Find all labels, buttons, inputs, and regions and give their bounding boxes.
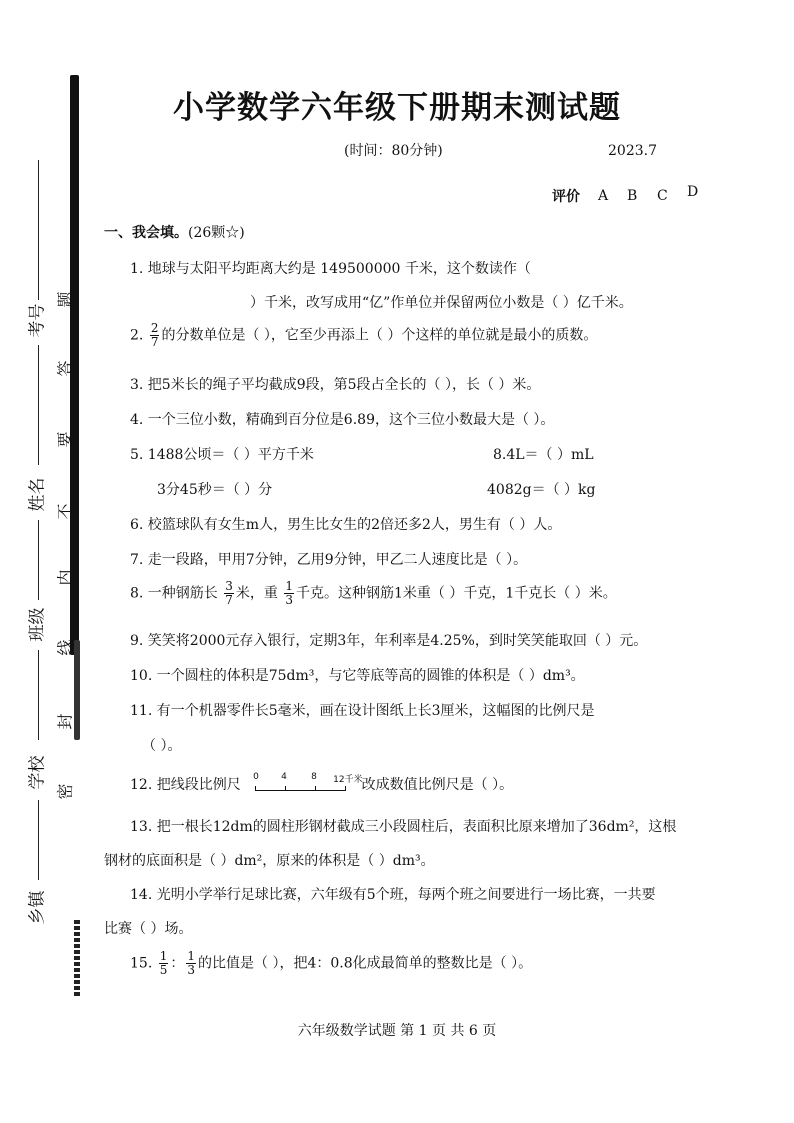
scale-tick-label: 12千米 <box>333 775 363 785</box>
scale-tick-label: 4 <box>281 772 287 782</box>
seal-char: 内 <box>55 569 75 586</box>
question-5b: 8.4L＝（ ）mL <box>493 447 594 463</box>
seal-char: 要 <box>55 431 75 448</box>
seal-char: 答 <box>55 360 75 377</box>
page-footer: 六年级数学试题 第 1 页 共 6 页 <box>297 1023 497 1039</box>
fraction <box>224 580 234 607</box>
time-note: (时间：80分钟) <box>344 143 443 159</box>
question-4: 4. 一个三位小数，精确到百分位是6.89，这个三位小数最大是（ ）。 <box>130 412 555 428</box>
question-12-part-b: 改成数值比例尺是（ ）。 <box>361 777 514 793</box>
question-8-part-c: 千克。这种钢筋1米重（ ）千克，1千克长（ ）米。 <box>296 585 617 602</box>
fraction-denominator: 5 <box>159 963 168 977</box>
question-12-part-a: 12. 把线段比例尺 <box>130 777 241 793</box>
exam-date: 2023.7 <box>608 143 657 159</box>
name-label: 姓名 <box>27 477 48 512</box>
question-2-number: 2. <box>130 327 144 344</box>
grade-d: D <box>687 184 699 200</box>
section-note: (26颗☆) <box>188 225 245 241</box>
seal-char: 密 <box>55 783 75 800</box>
question-14-line1: 14. 光明小学举行足球比赛，六年级有5个班，每两个班之间要进行一场比赛，一共要 <box>130 887 656 903</box>
scale-tick <box>345 786 346 791</box>
fraction-numerator: 3 <box>225 579 233 593</box>
scale-line <box>255 790 345 791</box>
question-8-part-a: 8. 一种钢筋长 <box>130 585 218 602</box>
section-title: 一、我会填。 <box>104 225 188 241</box>
scale-tick <box>315 786 316 791</box>
seal-char: 不 <box>55 503 75 520</box>
question-13-line2: 钢材的底面积是（ ）dm²，原来的体积是（ ）dm³。 <box>104 853 435 869</box>
question-9: 9. 笑笑将2000元存入银行，定期3年，年利率是4.25%，到时笑笑能取回（ ）元。 <box>130 633 648 649</box>
fraction-numerator: 2 <box>150 321 159 335</box>
question-5c: 3分45秒＝（ ）分 <box>157 482 273 498</box>
fraction <box>186 950 196 977</box>
page-title: 小学数学六年级下册期末测试题 <box>173 90 621 126</box>
seal-char: 线 <box>55 639 75 656</box>
question-15 <box>130 950 532 977</box>
fraction-denominator: 3 <box>187 963 195 977</box>
binding-dots <box>74 920 80 998</box>
fraction <box>284 580 294 607</box>
question-12 <box>130 772 513 798</box>
question-14-line2: 比赛（ ）场。 <box>104 921 193 937</box>
question-13-line1: 13. 把一根长12dm的圆柱形钢材截成三小段圆柱后，表面积比原来增加了36dm²，这根 <box>130 819 677 835</box>
section-heading <box>104 222 245 242</box>
question-1-line2: ）千米，改写成用“亿”作单位并保留两位小数是（ ）亿千米。 <box>250 295 633 311</box>
exam-no-label: 考号 <box>27 303 48 338</box>
ratio-separator: ： <box>170 955 185 972</box>
grade-b: B <box>627 188 638 204</box>
seal-char: 封 <box>55 713 75 730</box>
fraction-numerator: 1 <box>159 949 168 963</box>
fraction <box>159 950 169 977</box>
fraction <box>150 322 160 349</box>
school-label: 学校 <box>27 755 48 790</box>
question-15-number: 15. <box>130 955 153 972</box>
question-11-line1: 11. 有一个机器零件长5毫米，画在设计图纸上长3厘米，这幅图的比例尺是 <box>130 703 595 719</box>
question-15-text: 的比值是（ ），把4：0.8化成最简单的整数比是（ ）。 <box>198 955 533 972</box>
town-line <box>38 800 39 880</box>
question-5a: 5. 1488公顷＝（ ）平方千米 <box>130 447 314 463</box>
exam-no-line <box>38 160 39 300</box>
scale-tick-label: 8 <box>311 772 317 782</box>
question-6: 6. 校篮球队有女生m人，男生比女生的2倍还多2人，男生有（ ）人。 <box>130 517 562 533</box>
scale-tick-label: 0 <box>253 772 259 782</box>
line-scale <box>253 772 363 798</box>
class-line <box>38 520 39 600</box>
grading-label: 评价 <box>552 189 580 205</box>
question-5d: 4082g＝（ ）kg <box>487 482 596 498</box>
fraction-denominator: 7 <box>150 335 159 349</box>
question-7: 7. 走一段路，甲用7分钟，乙用9分钟，甲乙二人速度比是（ ）。 <box>130 552 528 568</box>
fraction-denominator: 7 <box>225 593 233 607</box>
seal-char: 题 <box>55 291 75 308</box>
name-line <box>38 345 39 465</box>
fraction-numerator: 1 <box>187 949 195 963</box>
question-3: 3. 把5米长的绳子平均截成9段，第5段占全长的（ ），长（ ）米。 <box>130 377 541 393</box>
school-line <box>38 650 39 740</box>
scale-tick <box>255 786 256 791</box>
scale-tick <box>285 786 286 791</box>
question-8-part-b: 米，重 <box>235 585 278 602</box>
question-11-line2: （ ）。 <box>142 738 182 754</box>
grade-c: C <box>657 188 668 204</box>
question-2 <box>130 322 597 349</box>
question-8 <box>130 580 617 607</box>
class-label: 班级 <box>27 607 48 642</box>
question-2-text: 的分数单位是（ ），它至少再添上（ ）个这样的单位就是最小的质数。 <box>161 327 598 344</box>
grade-a: A <box>598 188 609 204</box>
fraction-numerator: 1 <box>285 579 293 593</box>
question-10: 10. 一个圆柱的体积是75dm³，与它等底等高的圆锥的体积是（ ）dm³。 <box>130 668 585 684</box>
fraction-denominator: 3 <box>285 593 293 607</box>
question-1-line1: 1. 地球与太阳平均距离大约是 149500000 千米，这个数读作（ <box>130 261 531 277</box>
town-label: 乡镇 <box>27 890 48 925</box>
